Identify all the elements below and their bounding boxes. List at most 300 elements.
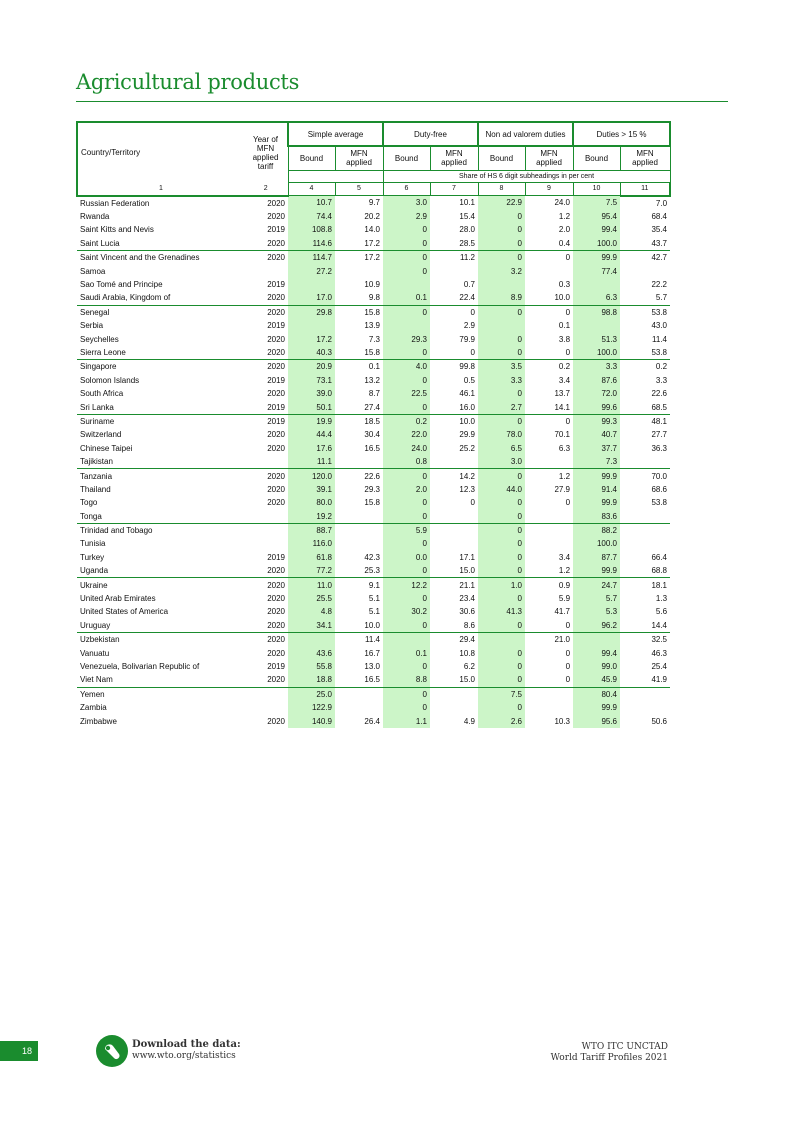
- value-cell: 7.3: [368, 334, 380, 344]
- country-name: Russian Federation: [80, 198, 150, 208]
- value-cell: 17.1: [459, 552, 475, 562]
- value-cell: 99.9: [573, 496, 620, 509]
- group-header-non-ad-valorem: Non ad valorem duties: [478, 122, 573, 146]
- value-cell: 8.7: [368, 389, 380, 399]
- value-cell: 20.9: [288, 360, 335, 374]
- value-cell: [525, 264, 573, 277]
- value-cell: 100.0: [573, 237, 620, 251]
- country-name: Saint Lucia: [77, 237, 244, 251]
- value-cell: 43.0: [651, 321, 668, 331]
- value-cell: 14.2: [459, 471, 475, 481]
- value-cell: 87.6: [573, 374, 620, 387]
- year-cell: [244, 523, 288, 537]
- value-cell: [430, 455, 478, 469]
- value-cell: 10.0: [459, 416, 475, 426]
- value-cell: 15.8: [335, 346, 383, 360]
- value-cell: 7.3: [573, 455, 620, 469]
- sub-header: MFN applied: [335, 146, 383, 170]
- value-cell: 14.1: [525, 400, 573, 414]
- value-cell: 74.4: [288, 210, 335, 223]
- value-cell: 50.1: [288, 400, 335, 414]
- column-number: 5: [335, 182, 383, 196]
- value-cell: 26.4: [364, 716, 380, 726]
- value-cell: 68.4: [651, 212, 668, 222]
- value-cell: 4.0: [383, 360, 430, 374]
- value-cell: 77.4: [573, 264, 620, 277]
- value-cell: [620, 264, 670, 277]
- value-cell: [430, 537, 478, 550]
- country-name: Sao Tomé and Principe: [80, 280, 163, 290]
- value-cell: 7.5: [573, 196, 620, 210]
- value-cell: 2.9: [463, 321, 475, 331]
- value-cell: 0.1: [383, 291, 430, 305]
- year-cell: [244, 509, 288, 523]
- value-cell: 29.8: [288, 305, 335, 319]
- country-name: Uganda: [77, 564, 244, 578]
- country-name: Ukraine: [80, 580, 108, 590]
- value-cell: 0: [478, 509, 525, 523]
- value-cell: 2.9: [383, 210, 430, 223]
- value-cell: 0.8: [383, 455, 430, 469]
- value-cell: [525, 509, 573, 523]
- year-cell: [244, 264, 288, 277]
- value-cell: 12.3: [459, 484, 475, 494]
- year-cell: 2020: [267, 498, 285, 508]
- share-note: Share of HS 6 digit subheadings in per cent: [383, 170, 670, 182]
- table-row: [77, 210, 670, 223]
- value-cell: 17.0: [288, 291, 335, 305]
- value-cell: 68.5: [620, 400, 670, 414]
- table-row: [77, 291, 670, 305]
- table-row: [77, 442, 670, 455]
- country-name: Venezuela, Bolivarian Republic of: [80, 661, 200, 671]
- table-row: [77, 496, 670, 509]
- value-cell: [335, 523, 383, 537]
- value-cell: 0.2: [655, 362, 668, 372]
- value-cell: 99.8: [459, 362, 475, 372]
- value-cell: 0.7: [463, 280, 475, 290]
- value-cell: 28.0: [459, 225, 475, 235]
- value-cell: [430, 523, 478, 537]
- value-cell: 30.2: [383, 605, 430, 618]
- value-cell: 50.6: [651, 716, 668, 726]
- value-cell: 68.8: [620, 564, 670, 578]
- value-cell: 29.9: [459, 430, 475, 440]
- value-cell: 27.9: [554, 484, 571, 494]
- country-name: Turkey: [80, 552, 105, 562]
- value-cell: 0: [565, 307, 571, 317]
- country-name: Singapore: [80, 362, 117, 372]
- value-cell: 6.5: [478, 442, 525, 455]
- value-cell: 23.4: [459, 594, 475, 604]
- value-cell: 0: [478, 387, 525, 400]
- value-cell: 10.9: [364, 280, 380, 290]
- country-name: Yemen: [80, 689, 105, 699]
- value-cell: 0: [383, 237, 430, 251]
- value-cell: 36.3: [651, 443, 668, 453]
- value-cell: 2.0: [558, 225, 571, 235]
- year-cell: 2019: [267, 375, 285, 385]
- value-cell: 0: [478, 496, 525, 509]
- value-cell: [430, 687, 478, 701]
- value-cell: 99.4: [573, 646, 620, 659]
- value-cell: 0.1: [558, 321, 571, 331]
- value-cell: 7.5: [478, 687, 525, 701]
- value-cell: 4.8: [288, 605, 335, 618]
- value-cell: 32.5: [651, 635, 668, 645]
- table-row: [77, 428, 670, 441]
- year-cell: 2019: [267, 552, 285, 562]
- value-cell: [430, 701, 478, 714]
- value-cell: 25.3: [335, 564, 383, 578]
- value-cell: 99.9: [573, 564, 620, 578]
- table-row: [77, 223, 670, 236]
- download-icon[interactable]: [95, 1034, 129, 1068]
- year-cell: 2020: [267, 580, 285, 590]
- value-cell: 9.1: [368, 580, 380, 590]
- value-cell: 108.8: [288, 223, 335, 236]
- value-cell: 99.9: [573, 701, 620, 714]
- value-cell: 0: [565, 253, 571, 263]
- value-cell: 66.4: [651, 552, 668, 562]
- value-cell: 16.5: [335, 673, 383, 687]
- value-cell: 0: [383, 660, 430, 673]
- value-cell: 21.1: [459, 580, 475, 590]
- value-cell: [573, 319, 620, 332]
- year-cell: 2019: [244, 400, 288, 414]
- value-cell: 13.9: [364, 321, 380, 331]
- value-cell: 25.4: [651, 661, 668, 671]
- value-cell: 7.0: [655, 198, 668, 208]
- country-name: Uzbekistan: [80, 635, 120, 645]
- value-cell: 0: [383, 251, 430, 265]
- value-cell: [430, 264, 478, 277]
- value-cell: 0.3: [558, 280, 571, 290]
- value-cell: 0: [478, 346, 525, 360]
- column-number: 6: [383, 182, 430, 196]
- value-cell: 0: [383, 619, 430, 633]
- value-cell: 10.1: [459, 198, 475, 208]
- value-cell: 44.4: [288, 428, 335, 441]
- table-row: [77, 592, 670, 605]
- value-cell: 0: [383, 264, 430, 277]
- value-cell: 99.6: [573, 400, 620, 414]
- value-cell: 95.4: [573, 210, 620, 223]
- value-cell: [525, 687, 573, 701]
- value-cell: 16.5: [364, 443, 380, 453]
- value-cell: [525, 701, 573, 714]
- table-row: [77, 551, 670, 564]
- table-row: [77, 332, 670, 345]
- country-name: Senegal: [80, 307, 110, 317]
- year-cell: 2020: [244, 237, 288, 251]
- page-title: Agricultural products: [76, 70, 300, 94]
- value-cell: 13.2: [364, 375, 380, 385]
- value-cell: 83.6: [573, 509, 620, 523]
- value-cell: 14.0: [364, 225, 380, 235]
- value-cell: 30.6: [459, 607, 475, 617]
- value-cell: 5.9: [558, 594, 571, 604]
- value-cell: 46.3: [651, 648, 668, 658]
- value-cell: 5.6: [655, 607, 668, 617]
- page-number-tab: [0, 1041, 38, 1061]
- page-number: 18: [21, 1046, 32, 1056]
- country-name: Tonga: [77, 509, 244, 523]
- sub-header: Bound: [478, 146, 525, 170]
- table-row: [77, 455, 670, 469]
- value-cell: [573, 278, 620, 291]
- value-cell: [620, 701, 670, 714]
- value-cell: 0: [383, 469, 430, 483]
- value-cell: 39.0: [288, 387, 335, 400]
- value-cell: 0: [478, 251, 525, 265]
- download-title: Download the data:: [132, 1039, 241, 1050]
- value-cell: 18.8: [288, 673, 335, 687]
- value-cell: 3.4: [558, 552, 571, 562]
- value-cell: 10.0: [335, 619, 383, 633]
- year-cell: 2020: [267, 607, 285, 617]
- country-name: Suriname: [80, 416, 115, 426]
- year-cell: 2019: [267, 661, 285, 671]
- value-cell: 0: [383, 400, 430, 414]
- country-name: South Africa: [80, 389, 124, 399]
- value-cell: 15.8: [364, 498, 380, 508]
- value-cell: 100.0: [573, 537, 620, 550]
- value-cell: 0.4: [525, 237, 573, 251]
- value-cell: 0: [383, 687, 430, 701]
- value-cell: 45.9: [573, 673, 620, 687]
- value-cell: [335, 455, 383, 469]
- country-name: Zimbabwe: [80, 716, 117, 726]
- value-cell: 0: [383, 305, 430, 319]
- value-cell: 1.2: [525, 564, 573, 578]
- country-name: United Arab Emirates: [80, 594, 156, 604]
- value-cell: 53.8: [651, 498, 668, 508]
- year-cell: 2020: [267, 212, 285, 222]
- column-number: 10: [573, 182, 620, 196]
- year-cell: 2020: [267, 443, 285, 453]
- value-cell: [288, 633, 335, 647]
- table-row: [77, 251, 670, 265]
- value-cell: [573, 633, 620, 647]
- value-cell: 11.1: [288, 455, 335, 469]
- year-cell: 2020: [244, 673, 288, 687]
- value-cell: 0: [478, 660, 525, 673]
- value-cell: [620, 455, 670, 469]
- publication-title: World Tariff Profiles 2021: [550, 1053, 668, 1063]
- value-cell: 0: [478, 223, 525, 236]
- value-cell: 77.2: [288, 564, 335, 578]
- table-row: [77, 346, 670, 360]
- value-cell: [288, 319, 335, 332]
- year-cell: 2019: [267, 280, 285, 290]
- table-row: [77, 633, 670, 647]
- value-cell: 3.3: [478, 374, 525, 387]
- value-cell: 78.0: [478, 428, 525, 441]
- group-header-duties-15: Duties > 15 %: [573, 122, 670, 146]
- year-cell: [244, 687, 288, 701]
- value-cell: 5.1: [368, 607, 380, 617]
- value-cell: 27.2: [288, 264, 335, 277]
- country-name: Thailand: [80, 484, 111, 494]
- country-name: Saint Vincent and the Grenadines: [80, 253, 200, 263]
- value-cell: [383, 633, 430, 647]
- value-cell: 22.6: [364, 471, 380, 481]
- table-row: [77, 714, 670, 727]
- value-cell: [478, 319, 525, 332]
- country-name: Solomon Islands: [80, 375, 140, 385]
- value-cell: [525, 537, 573, 550]
- value-cell: 0: [383, 509, 430, 523]
- table-row: [77, 646, 670, 659]
- year-cell: 2020: [267, 635, 285, 645]
- download-block[interactable]: [132, 1039, 241, 1061]
- value-cell: 6.3: [573, 291, 620, 305]
- value-cell: 13.7: [554, 389, 571, 399]
- value-cell: 91.4: [573, 483, 620, 496]
- title-rule: [76, 101, 728, 102]
- value-cell: 0.5: [463, 375, 475, 385]
- value-cell: 24.0: [383, 442, 430, 455]
- value-cell: 11.4: [365, 635, 380, 645]
- value-cell: 5.7: [573, 592, 620, 605]
- year-cell: 2020: [267, 594, 285, 604]
- value-cell: [620, 537, 670, 550]
- value-cell: 22.6: [651, 389, 668, 399]
- value-cell: 15.0: [430, 673, 478, 687]
- value-cell: [478, 633, 525, 647]
- value-cell: 3.3: [573, 360, 620, 374]
- value-cell: 25.5: [288, 592, 335, 605]
- value-cell: 0: [478, 551, 525, 564]
- year-cell: 2020: [244, 346, 288, 360]
- table-row: [77, 387, 670, 400]
- year-cell: 2020: [267, 648, 285, 658]
- value-cell: 5.3: [573, 605, 620, 618]
- value-cell: [478, 278, 525, 291]
- country-name: Tunisia: [80, 539, 106, 549]
- value-cell: 98.8: [573, 305, 620, 319]
- value-cell: 41.9: [620, 673, 670, 687]
- value-cell: 46.1: [459, 389, 475, 399]
- year-cell: 2019: [267, 225, 285, 235]
- value-cell: 0: [565, 648, 571, 658]
- year-cell: 2020: [267, 334, 285, 344]
- value-cell: 10.7: [288, 196, 335, 210]
- sub-header: Bound: [573, 146, 620, 170]
- value-cell: 2.0: [383, 483, 430, 496]
- value-cell: 15.4: [459, 212, 475, 222]
- value-cell: 1.3: [655, 594, 668, 604]
- sub-header: MFN applied: [620, 146, 670, 170]
- value-cell: 5.7: [620, 291, 670, 305]
- value-cell: 8.6: [430, 619, 478, 633]
- sub-header: MFN applied: [430, 146, 478, 170]
- value-cell: 120.0: [288, 469, 335, 483]
- value-cell: 27.7: [651, 430, 668, 440]
- country-name: Sri Lanka: [77, 400, 244, 414]
- value-cell: 10.3: [554, 716, 571, 726]
- value-cell: 30.4: [364, 430, 380, 440]
- value-cell: 19.2: [288, 509, 335, 523]
- download-link[interactable]: www.wto.org/statistics: [132, 1051, 236, 1061]
- value-cell: 43.6: [288, 646, 335, 659]
- value-cell: 53.8: [651, 307, 668, 317]
- value-cell: 99.9: [573, 469, 620, 483]
- value-cell: 20.2: [364, 212, 380, 222]
- table-row: [77, 564, 670, 578]
- value-cell: 0.0: [383, 551, 430, 564]
- value-cell: [335, 509, 383, 523]
- year-cell: 2020: [267, 198, 285, 208]
- value-cell: 0.9: [558, 580, 571, 590]
- value-cell: 3.5: [478, 360, 525, 374]
- year-cell: 2020: [267, 253, 285, 263]
- value-cell: 0: [478, 646, 525, 659]
- year-cell: 2019: [267, 416, 285, 426]
- value-cell: 0: [478, 701, 525, 714]
- value-cell: 1.1: [383, 714, 430, 727]
- value-cell: 70.1: [554, 430, 571, 440]
- value-cell: 11.2: [460, 253, 475, 263]
- column-number: 4: [288, 182, 335, 196]
- value-cell: 0.1: [368, 362, 380, 372]
- value-cell: 0: [383, 346, 430, 360]
- value-cell: 42.3: [364, 552, 380, 562]
- publication-info: [551, 1042, 668, 1064]
- value-cell: 0.2: [383, 414, 430, 428]
- year-cell: 2020: [267, 430, 285, 440]
- table-row: [77, 687, 670, 701]
- value-cell: 0: [478, 305, 525, 319]
- value-cell: 0: [565, 498, 571, 508]
- value-cell: 12.2: [383, 578, 430, 592]
- value-cell: 10.0: [525, 291, 573, 305]
- value-cell: 11.0: [288, 578, 335, 592]
- value-cell: 0: [383, 564, 430, 578]
- table-body: [77, 196, 670, 728]
- year-cell: 2020: [244, 564, 288, 578]
- value-cell: 29.4: [459, 635, 475, 645]
- country-name: Switzerland: [80, 430, 122, 440]
- value-cell: 37.7: [573, 442, 620, 455]
- value-cell: 0: [478, 537, 525, 550]
- value-cell: 0: [478, 523, 525, 537]
- value-cell: 99.9: [573, 251, 620, 265]
- value-cell: 3.8: [558, 334, 571, 344]
- column-number: 11: [620, 182, 670, 196]
- value-cell: 80.0: [288, 496, 335, 509]
- country-header: Country/Territory: [77, 122, 244, 182]
- year-cell: 2020: [267, 307, 285, 317]
- value-cell: 40.3: [288, 346, 335, 360]
- value-cell: 44.0: [478, 483, 525, 496]
- table-row: [77, 278, 670, 291]
- table-row: [77, 509, 670, 523]
- country-name: Viet Nam: [77, 673, 244, 687]
- value-cell: [620, 509, 670, 523]
- value-cell: 87.7: [573, 551, 620, 564]
- table-row: [77, 578, 670, 592]
- country-name: Vanuatu: [80, 648, 110, 658]
- value-cell: 22.9: [478, 196, 525, 210]
- value-cell: 0.1: [383, 646, 430, 659]
- value-cell: 9.7: [368, 198, 380, 208]
- value-cell: 116.0: [288, 537, 335, 550]
- value-cell: [335, 701, 383, 714]
- value-cell: 5.1: [368, 594, 380, 604]
- value-cell: 55.8: [288, 660, 335, 673]
